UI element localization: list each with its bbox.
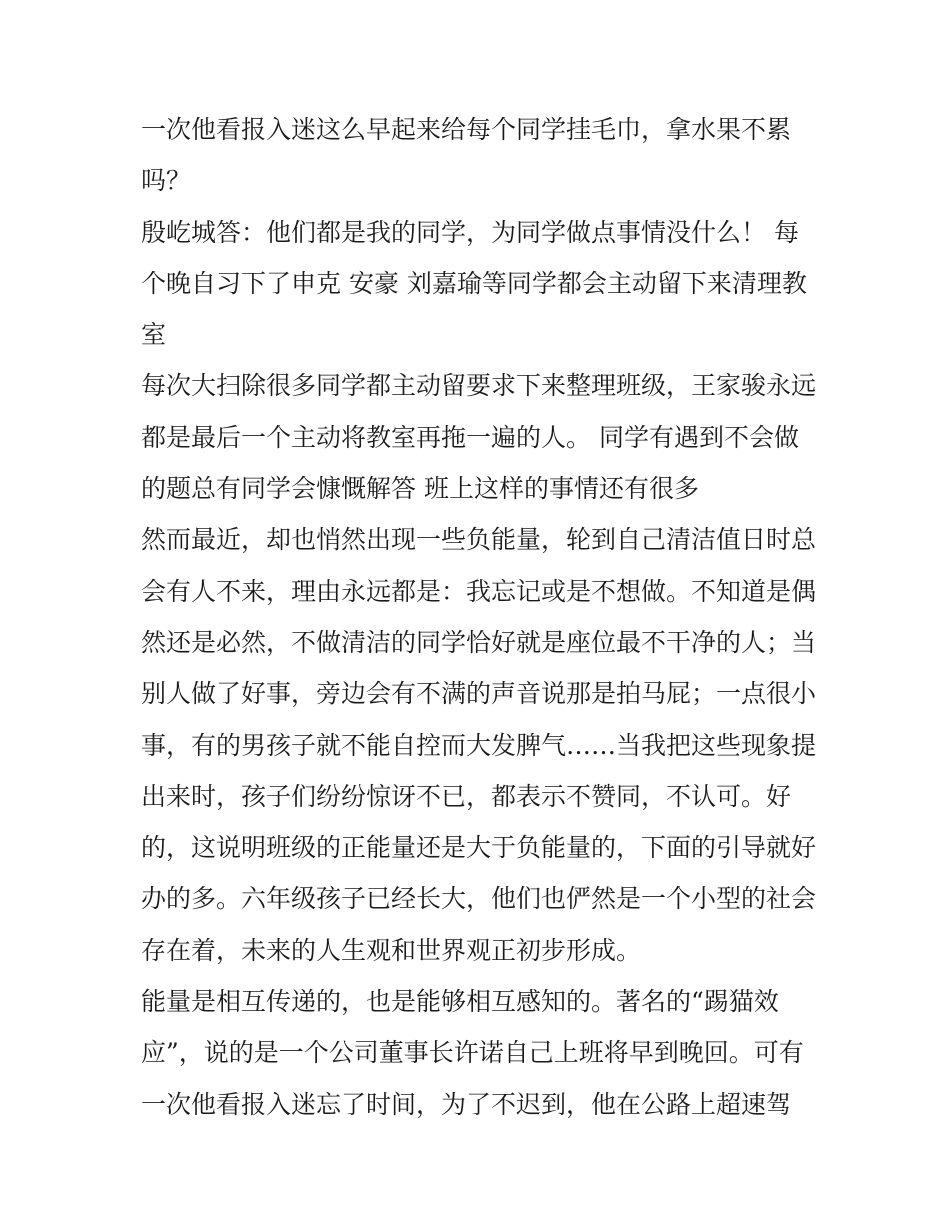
text-line: 应”，说的是一个公司董事长许诺自己上班将早到晚回。可有	[141, 1038, 804, 1068]
text-line: 的题总有同学会慷慨解答 班上这样的事情还有很多	[141, 474, 699, 504]
text-line: 室	[141, 320, 167, 350]
text-line: 办的多。六年级孩子已经长大，他们也俨然是一个小型的社会	[141, 884, 817, 914]
text-line: 会有人不来，理由永远都是：我忘记或是不想做。不知道是偶	[141, 576, 817, 606]
text-line: 每次大扫除很多同学都主动留要求下来整理班级，王家骏永远	[141, 371, 817, 401]
text-line: 的，这说明班级的正能量还是大于负能量的，下面的引导就好	[141, 833, 817, 863]
text-line: 一次他看报入迷忘了时间，为了不迟到，他在公路上超速驾	[141, 1089, 792, 1119]
text-line: 能量是相互传递的，也是能够相互感知的。著名的“踢猫效	[141, 987, 779, 1017]
text-line: 都是最后一个主动将教室再拖一遍的人。 同学有遇到不会做	[141, 422, 799, 452]
text-line: 别人做了好事，旁边会有不满的声音说那是拍马屁；一点很小	[141, 679, 817, 709]
text-line: 殷屹城答：他们都是我的同学，为同学做点事情没什么！ 每	[141, 217, 799, 247]
text-line: 出来时，孩子们纷纷惊讶不已，都表示不赞同，不认可。好	[141, 781, 792, 811]
text-line: 然而最近，却也悄然出现一些负能量，轮到自己清洁值日时总	[141, 525, 817, 555]
text-line: 然还是必然，不做清洁的同学恰好就是座位最不干净的人；当	[141, 627, 817, 657]
text-line: 一次他看报入迷这么早起来给每个同学挂毛巾，拿水果不累	[141, 115, 792, 144]
text-line: 个晚自习下了申克 安豪 刘嘉瑜等同学都会主动留下来清理教	[141, 268, 807, 298]
text-line: 存在着，未来的人生观和世界观正初步形成。	[141, 935, 642, 965]
text-line: 吗？	[141, 166, 192, 196]
text-line: 事，有的男孩子就不能自控而大发脾气……当我把这些现象提	[141, 730, 817, 760]
document-text-body	[141, 104, 821, 1130]
